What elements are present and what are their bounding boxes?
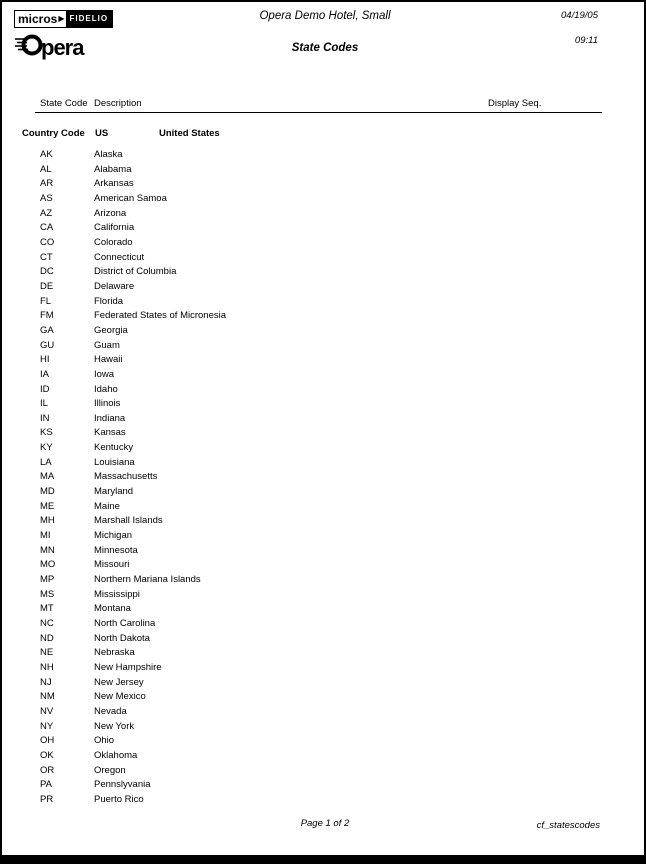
state-description-cell: New Jersey (94, 676, 144, 688)
state-description-cell: Arizona (94, 207, 127, 219)
state-description-cell: North Dakota (94, 632, 150, 644)
column-header-display-seq: Display Seq. (488, 98, 542, 109)
state-description-cell: Massachusetts (94, 471, 158, 483)
state-code-cell: NH (40, 661, 54, 673)
table-row (2, 690, 646, 705)
report-title: State Codes (291, 42, 359, 54)
state-code-cell: PR (40, 793, 54, 805)
report-time: 09:11 (574, 35, 598, 46)
table-row (2, 544, 646, 559)
state-code-cell: CA (40, 222, 54, 234)
country-name-value: United States (159, 128, 220, 139)
table-row (2, 514, 646, 529)
state-description-cell: Idaho (94, 383, 118, 395)
table-row (2, 734, 646, 749)
state-description-cell: Puerto Rico (94, 793, 144, 805)
state-code-cell: IL (40, 398, 48, 410)
table-row (2, 456, 646, 471)
state-description-cell: New Mexico (94, 691, 146, 703)
table-row (2, 368, 646, 383)
table-row (2, 163, 646, 178)
state-description-cell: Indiana (94, 412, 126, 424)
table-row (2, 251, 646, 266)
state-description-cell: Nevada (94, 705, 127, 717)
state-code-cell: KY (40, 442, 53, 454)
state-rows (2, 148, 646, 808)
table-row (2, 265, 646, 280)
state-code-cell: MT (40, 603, 54, 615)
table-column-headers (2, 98, 646, 112)
hotel-name: Opera Demo Hotel, Small (259, 10, 391, 22)
table-row (2, 309, 646, 324)
state-description-cell: Ohio (94, 735, 115, 747)
state-code-cell: NM (40, 691, 55, 703)
state-description-cell: Arkansas (94, 178, 134, 190)
state-description-cell: New Hampshire (94, 661, 162, 673)
table-row (2, 573, 646, 588)
table-row (2, 339, 646, 354)
report-file-name: cf_statescodes (536, 820, 600, 831)
table-row (2, 602, 646, 617)
state-description-cell: Minnesota (94, 544, 138, 556)
page-number: Page 1 of 2 (300, 818, 350, 829)
micros-logo-text: micros (15, 11, 58, 27)
state-code-cell: OK (40, 749, 54, 761)
state-code-cell: OR (40, 764, 55, 776)
state-description-cell: Missouri (94, 559, 130, 571)
state-code-cell: MO (40, 559, 56, 571)
state-description-cell: Montana (94, 603, 131, 615)
fidelio-logo-text: FIDELIO (66, 11, 113, 27)
state-code-cell: ME (40, 500, 55, 512)
state-description-cell: Northern Mariana Islands (94, 574, 201, 586)
state-code-cell: MS (40, 588, 55, 600)
state-code-cell: CO (40, 236, 55, 248)
state-code-cell: PA (40, 779, 52, 791)
state-description-cell: American Samoa (94, 192, 167, 204)
table-row (2, 720, 646, 735)
state-code-cell: FM (40, 310, 54, 322)
state-code-cell: FL (40, 295, 52, 307)
country-code-value: US (95, 128, 109, 139)
state-code-cell: MA (40, 471, 55, 483)
state-description-cell: Alabama (94, 163, 132, 175)
state-code-cell: IN (40, 412, 50, 424)
table-row (2, 632, 646, 647)
table-row (2, 148, 646, 163)
opera-wordmark-text: pera (41, 34, 84, 60)
table-row (2, 441, 646, 456)
column-header-description: Description (94, 98, 142, 109)
state-description-cell: Maine (94, 500, 120, 512)
table-row (2, 661, 646, 676)
state-description-cell: California (94, 222, 135, 234)
table-row (2, 426, 646, 441)
state-description-cell: Marshall Islands (94, 515, 163, 527)
state-description-cell: New York (94, 720, 135, 732)
state-code-cell: DE (40, 280, 54, 292)
country-code-label: Country Code (22, 128, 85, 139)
table-row (2, 676, 646, 691)
table-row (2, 177, 646, 192)
table-row (2, 778, 646, 793)
state-code-cell: ID (40, 383, 50, 395)
table-row (2, 793, 646, 808)
state-code-cell: HI (40, 354, 50, 366)
state-code-cell: OH (40, 735, 55, 747)
table-row (2, 529, 646, 544)
state-description-cell: Pennslyvania (94, 779, 151, 791)
table-row (2, 500, 646, 515)
state-description-cell: Mississippi (94, 588, 140, 600)
table-row (2, 295, 646, 310)
table-row (2, 383, 646, 398)
state-description-cell: Illinois (94, 398, 121, 410)
table-row (2, 192, 646, 207)
state-description-cell: Colorado (94, 236, 133, 248)
state-code-cell: AR (40, 178, 54, 190)
state-code-cell: NC (40, 618, 54, 629)
table-row (2, 558, 646, 573)
state-description-cell: Oregon (94, 764, 126, 776)
datetime-block (561, 10, 598, 46)
country-group-row (2, 128, 646, 142)
state-code-cell: LA (40, 456, 52, 468)
state-code-cell: MH (40, 515, 55, 527)
state-code-cell: KS (40, 427, 53, 439)
table-row (2, 617, 646, 632)
report-date: 04/19/05 (561, 10, 598, 21)
table-row (2, 221, 646, 236)
table-row (2, 588, 646, 603)
state-code-cell: MN (40, 544, 55, 556)
state-description-cell: Federated States of Micronesia (94, 310, 227, 322)
state-description-cell: Maryland (94, 486, 134, 498)
state-description-cell: Florida (94, 295, 124, 307)
state-code-cell: IA (40, 368, 49, 380)
state-description-cell: Kentucky (94, 442, 134, 454)
table-row (2, 485, 646, 500)
state-code-cell: NV (40, 705, 54, 717)
table-row (2, 397, 646, 412)
column-header-state-code: State Code (40, 98, 88, 109)
state-code-cell: NJ (40, 676, 52, 688)
table-row (2, 353, 646, 368)
state-description-cell: Nebraska (94, 647, 135, 659)
table-row (2, 749, 646, 764)
state-code-cell: MP (40, 574, 55, 586)
state-code-cell: NE (40, 647, 54, 659)
arrow-right-icon: ▶ (58, 14, 65, 23)
state-description-cell: District of Columbia (94, 266, 177, 278)
table-row (2, 646, 646, 661)
state-code-cell: CT (40, 251, 53, 263)
state-description-cell: Oklahoma (94, 749, 138, 761)
state-code-cell: ND (40, 632, 54, 644)
state-description-cell: Michigan (94, 530, 133, 542)
table-row (2, 412, 646, 427)
bottom-bar (2, 855, 644, 862)
state-description-cell: Connecticut (94, 251, 145, 263)
table-row (2, 324, 646, 339)
state-code-cell: MI (40, 530, 51, 542)
state-description-cell: Kansas (94, 427, 126, 439)
state-code-cell: AL (40, 163, 52, 175)
state-code-cell: NY (40, 720, 54, 732)
state-description-cell: Louisiana (94, 456, 135, 468)
table-row (2, 705, 646, 720)
state-description-cell: Iowa (94, 368, 115, 380)
state-description-cell: Delaware (94, 280, 135, 292)
state-description-cell: Georgia (94, 324, 128, 336)
table-row (2, 280, 646, 295)
state-description-cell: Alaska (94, 149, 123, 160)
state-code-cell: MD (40, 486, 55, 498)
state-code-cell: GU (40, 339, 55, 351)
state-code-cell: GA (40, 324, 54, 336)
header-divider-line (35, 112, 602, 113)
table-row (2, 207, 646, 222)
state-code-cell: AZ (40, 207, 53, 219)
table-row (2, 764, 646, 779)
state-code-cell: AS (40, 192, 53, 204)
state-description-cell: North Carolina (94, 618, 156, 629)
state-description-cell: Guam (94, 339, 120, 351)
table-row (2, 470, 646, 485)
state-code-cell: DC (40, 266, 54, 278)
table-row (2, 236, 646, 251)
state-description-cell: Hawaii (94, 354, 123, 366)
state-code-cell: AK (40, 149, 53, 160)
